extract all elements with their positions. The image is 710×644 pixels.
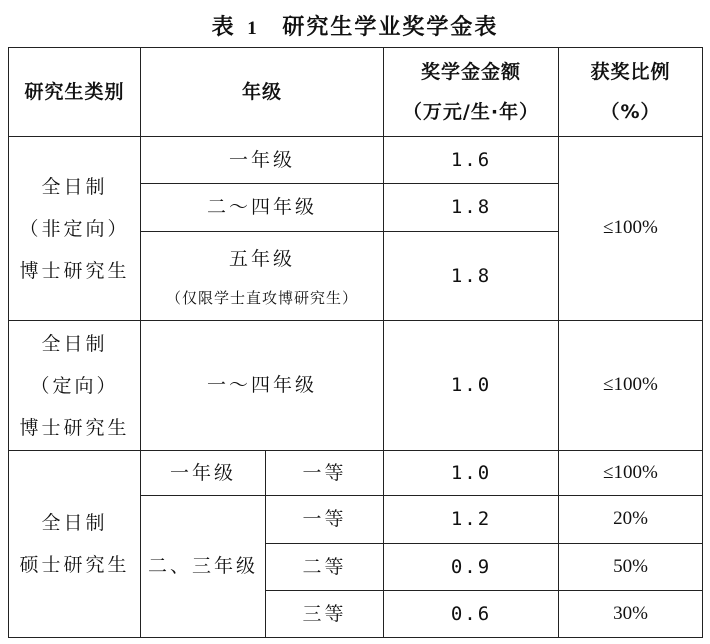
table-row bbox=[9, 137, 703, 184]
grade-cell bbox=[141, 232, 384, 321]
level-cell: 三等 bbox=[266, 591, 384, 638]
amount-cell: 1.0 bbox=[384, 321, 559, 451]
table-title-label: 表 bbox=[211, 14, 236, 40]
table-title-text: 研究生学业奖学金表 bbox=[282, 14, 499, 40]
grade-cell: 二、三年级 bbox=[141, 496, 266, 638]
grade-cell: 二～四年级 bbox=[141, 184, 384, 232]
level-cell: 二等 bbox=[266, 544, 384, 591]
header-amount bbox=[384, 48, 559, 137]
ratio-cell: 20% bbox=[559, 496, 703, 544]
category-fulltime-directed-phd bbox=[9, 321, 141, 451]
category-line: 全日制 bbox=[41, 332, 108, 355]
category-line: 硕士研究生 bbox=[19, 554, 130, 576]
amount-cell: 1.0 bbox=[384, 451, 559, 496]
amount-cell: 1.8 bbox=[384, 232, 559, 321]
category-fulltime-master bbox=[9, 451, 141, 638]
amount-cell: 1.2 bbox=[384, 496, 559, 544]
ratio-cell: 50% bbox=[559, 544, 703, 591]
header-row bbox=[9, 48, 703, 137]
amount-cell: 1.8 bbox=[384, 184, 559, 232]
level-cell: 一等 bbox=[266, 496, 384, 544]
amount-cell: 1.6 bbox=[384, 137, 559, 184]
category-fulltime-nondirected-phd bbox=[9, 137, 141, 321]
grade-note: （仅限学士直攻博研究生） bbox=[166, 289, 359, 307]
ratio-cell: 30% bbox=[559, 591, 703, 638]
header-ratio bbox=[559, 48, 703, 137]
category-line: 全日制 bbox=[41, 175, 108, 198]
ratio-cell: ≤100% bbox=[559, 137, 703, 321]
scholarship-table bbox=[8, 47, 703, 638]
grade-cell: 一年级 bbox=[141, 137, 384, 184]
table-row bbox=[9, 451, 703, 496]
table-row bbox=[9, 321, 703, 451]
category-line: （非定向） bbox=[19, 217, 130, 240]
grade-cell: 一年级 bbox=[141, 451, 266, 496]
amount-cell: 0.6 bbox=[384, 591, 559, 638]
table-title bbox=[0, 10, 710, 41]
table-title-number: 1 bbox=[247, 18, 259, 39]
grade-cell: 一～四年级 bbox=[141, 321, 384, 451]
header-amount-line2: （万元/生·年） bbox=[402, 101, 540, 123]
amount-cell: 0.9 bbox=[384, 544, 559, 591]
category-line: （定向） bbox=[30, 374, 119, 397]
header-category: 研究生类别 bbox=[9, 48, 141, 137]
category-line: 全日制 bbox=[41, 512, 108, 534]
category-line: 博士研究生 bbox=[19, 259, 130, 282]
ratio-cell: ≤100% bbox=[559, 321, 703, 451]
grade-label: 五年级 bbox=[229, 248, 296, 270]
header-amount-line1: 奖学金金额 bbox=[421, 61, 522, 83]
header-ratio-line1: 获奖比例 bbox=[590, 61, 671, 83]
level-cell: 一等 bbox=[266, 451, 384, 496]
category-line: 博士研究生 bbox=[19, 416, 130, 439]
ratio-cell: ≤100% bbox=[559, 451, 703, 496]
header-grade: 年级 bbox=[141, 48, 384, 137]
header-ratio-line2: （%） bbox=[600, 101, 661, 123]
